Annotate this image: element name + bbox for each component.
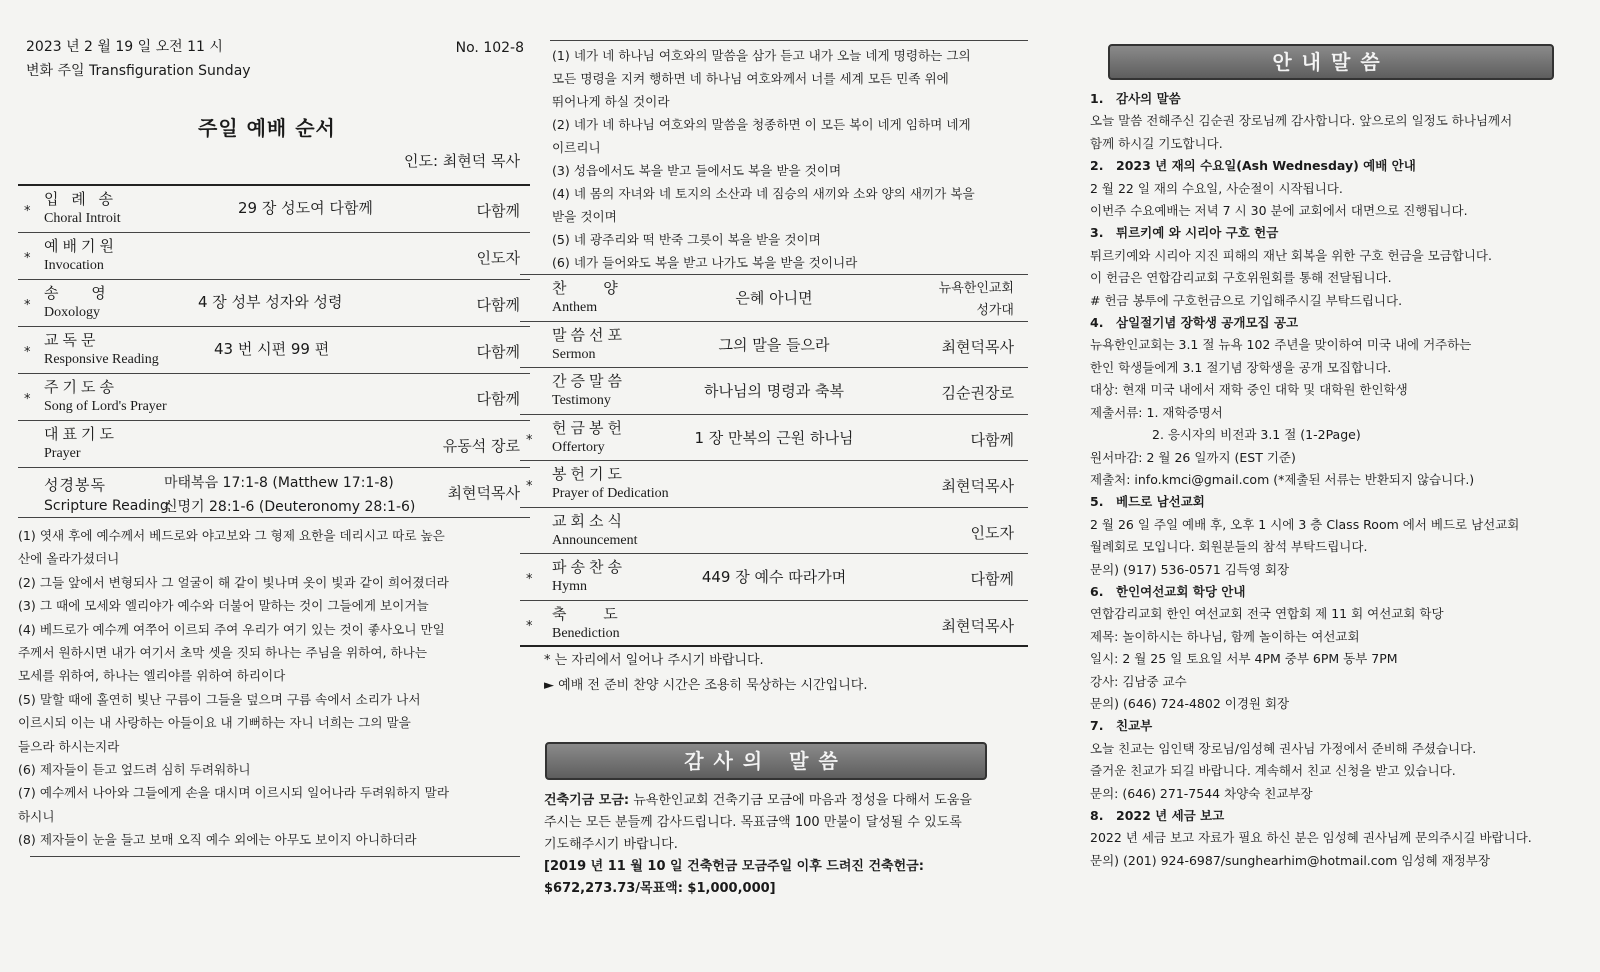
scripture-line: 받을 것이며 xyxy=(552,209,617,224)
thanks-line xyxy=(544,790,1014,812)
service-date: 2023 년 2 월 19 일 오전 11 시 xyxy=(26,39,223,55)
order-item-english: Offertory xyxy=(552,439,605,455)
order-item-detail: 43 번 시편 99 편 xyxy=(214,340,330,358)
announcement-line: 2. 응시자의 비전과 3.1 절 (1-2Page) xyxy=(1152,427,1361,443)
order-row xyxy=(18,421,530,468)
announcement-title: 튀르키예 와 시리아 구호 헌금 xyxy=(1116,225,1279,241)
scripture-line: (6) 네가 들어와도 복을 받고 나가도 복을 받을 것이니라 xyxy=(552,255,858,270)
scripture-line: 모든 명령을 지켜 행하면 네 하나님 여호와께서 너를 세계 모든 민족 위에 xyxy=(552,71,949,86)
announcement-line: 오늘 말씀 전해주신 김순권 장로님께 감사합니다. 앞으로의 일정도 하나님께서 xyxy=(1090,113,1513,129)
order-title: 주일 예배 순서 xyxy=(198,116,336,140)
announcement-line: 원서마감: 2 월 26 일까지 (EST 기준) xyxy=(1090,449,1296,465)
order-row xyxy=(18,327,530,374)
announcement-line: 2 월 26 일 주일 예배 후, 오후 1 시에 3 층 Class Room 에서 베드로 남선교회 xyxy=(1090,516,1520,532)
choir-church: 뉴욕한인교회 xyxy=(938,281,1014,296)
order-item-korean: 찬 양 xyxy=(552,279,634,297)
stand-marker: * xyxy=(526,479,533,494)
scripture-line: (5) 말할 때에 홀연히 빛난 구름이 그들을 덮으며 구름 속에서 소리가 나서 xyxy=(18,691,421,707)
order-item-leader: 유동석 장로 xyxy=(442,437,520,455)
announcement-heading xyxy=(1090,88,1580,110)
order-item-korean: 파송찬송 xyxy=(552,558,626,576)
order-item-english: Testimony xyxy=(552,393,611,408)
announcement-line: # 헌금 봉투에 구호헌금으로 기입해주시길 부탁드립니다. xyxy=(1090,292,1403,308)
stand-marker: * xyxy=(526,432,533,448)
announcements-banner: 안내말씀 xyxy=(1108,44,1554,80)
order-item-korean: 대표기도 xyxy=(44,425,118,443)
order-row xyxy=(520,461,1028,508)
announcement-title: 삼일절기념 장학생 공개모집 공고 xyxy=(1116,315,1299,331)
choir-name: 성가대 xyxy=(976,303,1014,318)
order-item-leader: 다함께 xyxy=(476,202,520,220)
announcement-line: 제목: 놀이하시는 하나님, 함께 놀이하는 여선교회 xyxy=(1090,628,1360,644)
thanks-line: 기도해주시기 바랍니다. xyxy=(544,837,678,852)
stand-marker: * xyxy=(24,298,31,313)
order-item-english: Scripture Reading xyxy=(44,498,169,514)
order-item-english: Prayer xyxy=(44,446,81,461)
thanks-line: 주시는 모든 분들께 감사드립니다. 목표금액 100 만불이 달성될 수 있도록 xyxy=(544,815,962,830)
order-item-korean: 간증말씀 xyxy=(552,372,626,390)
announcement-line: 문의) (917) 536-0571 김득영 회장 xyxy=(1090,561,1290,577)
order-item-korean: 봉헌기도 xyxy=(552,465,626,483)
service-leader: 인도: 최현덕 목사 xyxy=(403,152,520,170)
scripture-line: (1) 엿새 후에 예수께서 베드로와 야고보와 그 형제 요한을 데리시고 따로 높은 xyxy=(18,528,445,543)
order-item-english: Choral Introit xyxy=(44,211,121,226)
announcement-line: 뉴욕한인교회는 3.1 절 뉴욕 102 주년을 맞이하여 미국 내에 거주하는 xyxy=(1090,337,1472,353)
stand-marker: * xyxy=(24,204,31,219)
announcement-heading xyxy=(1090,491,1580,513)
announcement-heading xyxy=(1090,312,1580,334)
order-row xyxy=(520,415,1028,462)
announcement-title: 친교부 xyxy=(1116,718,1153,734)
order-item-english: Song of Lord's Prayer xyxy=(44,399,167,414)
order-item-korean: 송 영 xyxy=(44,284,120,302)
order-item-leader: 최현덕목사 xyxy=(447,484,520,502)
announcement-title: 2023 년 재의 수요일(Ash Wednesday) 예배 안내 xyxy=(1116,158,1416,174)
scripture-line: (5) 네 광주리와 떡 반죽 그릇이 복을 받을 것이며 xyxy=(552,232,821,247)
order-item-leader: 다함께 xyxy=(476,343,520,361)
announcement-number: 7. xyxy=(1090,718,1104,734)
order-item-korean: 교독문 xyxy=(44,331,100,349)
order-item-leader: 다함께 xyxy=(970,570,1014,588)
order-item-leader: 다함께 xyxy=(476,390,520,408)
announcement-title: 감사의 말씀 xyxy=(1116,91,1181,106)
stand-marker: * xyxy=(526,572,533,587)
order-item-detail: 449 장 예수 따라가며 xyxy=(701,568,847,586)
order-item-korean: 교회소식 xyxy=(552,511,626,530)
scripture-line: 뛰어나게 하실 것이라 xyxy=(552,94,670,109)
announcement-line: 이번주 수요예배는 저녁 7 시 30 분에 교회에서 대면으로 진행됩니다. xyxy=(1090,203,1468,219)
service-subtitle: 변화 주일 Transfiguration Sunday xyxy=(26,63,251,79)
thanks-section xyxy=(544,790,1014,900)
order-item-leader: 최현덕목사 xyxy=(941,477,1014,495)
order-item-detail: 그의 말을 들으라 xyxy=(718,335,830,354)
order-item-korean: 축 도 xyxy=(552,604,634,623)
order-item-english: Announcement xyxy=(552,532,638,548)
order-item-detail: 1 장 만복의 근원 하나님 xyxy=(694,428,854,447)
scripture-line: (8) 제자들이 눈을 들고 보매 오직 예수 외에는 아무도 보이지 아니하더라 xyxy=(18,832,417,848)
announcement-line: 2 월 22 일 재의 수요일, 사순절이 시작됩니다. xyxy=(1090,180,1343,196)
order-table-2 xyxy=(520,274,1028,647)
scripture-line: (1) 네가 네 하나님 여호와의 말씀을 삼가 듣고 내가 오늘 네게 명령하는 그의 xyxy=(552,48,971,63)
scripture-line: 주께서 원하시면 내가 여기서 초막 셋을 짓되 하나는 주님을 위하여, 하나는 xyxy=(18,645,428,661)
announcement-line: 2022 년 세금 보고 자료가 필요 하신 분은 임성혜 권사님께 문의주시길 바랍니다. xyxy=(1090,830,1532,846)
scripture-line: (7) 예수께서 나아와 그들에게 손을 대시며 이르시되 일어나라 두려워하지 말라 xyxy=(18,785,450,801)
bulletin-number: No. 102-8 xyxy=(455,40,524,56)
order-item-korean: 입 례 송 xyxy=(44,190,118,208)
announcement-title: 한인여선교회 학당 안내 xyxy=(1116,583,1246,599)
scripture-line: 하시니 xyxy=(18,808,55,824)
divider xyxy=(30,856,520,857)
announcement-number: 3. xyxy=(1090,225,1104,241)
announcement-number: 2. xyxy=(1090,158,1104,174)
scripture-reading-row xyxy=(18,468,530,518)
note-line: ► 예배 전 준비 찬양 시간은 조용히 묵상하는 시간입니다. xyxy=(544,678,868,693)
scripture-line: 산에 올라가셨더니 xyxy=(18,551,120,567)
announcement-line: 한인 학생들에게 3.1 절기념 장학생을 공개 모집합니다. xyxy=(1090,359,1392,375)
announcement-line: 일시: 2 월 25 일 토요일 서부 4PM 중부 6PM 동부 7PM xyxy=(1090,651,1398,667)
stand-marker: * xyxy=(24,392,31,407)
scripture-text-deuteronomy xyxy=(552,44,1028,274)
order-item-leader: 인도자 xyxy=(476,249,520,267)
announcement-line: 문의: (646) 271-7544 차양숙 친교부장 xyxy=(1090,785,1313,801)
announcement-heading xyxy=(1090,581,1580,603)
scripture-line: (6) 제자들이 듣고 엎드려 심히 두려워하니 xyxy=(18,762,251,778)
order-item-english: Anthem xyxy=(552,300,598,315)
announcement-title: 2022 년 세금 보고 xyxy=(1116,808,1225,823)
announcement-number: 6. xyxy=(1090,583,1104,599)
scripture-line: (4) 베드로가 예수께 여쭈어 이르되 주여 우리가 여기 있는 것이 좋사오니 만일 xyxy=(18,621,445,637)
announcement-list xyxy=(1090,88,1580,872)
order-item-leader: 인도자 xyxy=(970,523,1014,542)
order-item-english: Invocation xyxy=(44,258,104,273)
announcement-line: 제출처: info.kmci@gmail.com (*제출된 서류는 반환되지 않습니다.) xyxy=(1090,471,1475,487)
order-table-1 xyxy=(18,184,530,518)
note-line: * 는 자리에서 일어나 주시기 바랍니다. xyxy=(544,653,764,668)
scripture-text-matthew xyxy=(18,524,518,852)
announcement-line: 문의) (201) 924-6987/sunghearhim@hotmail.com 임성혜 재정부장 xyxy=(1090,852,1490,868)
scripture-line: 이르리니 xyxy=(552,140,601,155)
order-item-leader: 김순권장로 xyxy=(941,384,1014,402)
order-item-english: Sermon xyxy=(552,346,596,362)
order-row xyxy=(520,275,1028,322)
announcement-heading xyxy=(1090,805,1580,827)
thanks-lead: 건축기금 모금: xyxy=(544,793,630,808)
announcement-heading xyxy=(1090,222,1580,244)
stand-marker: * xyxy=(24,345,31,360)
order-item-english: Responsive Reading xyxy=(44,352,159,367)
order-item-korean: 성경봉독 xyxy=(44,476,106,494)
order-row xyxy=(520,554,1028,601)
announcement-line: 연합감리교회 한인 여선교회 전국 연합회 제 11 회 여선교회 학당 xyxy=(1090,606,1444,622)
scripture-line: (3) 그 때에 모세와 엘리야가 예수와 더불어 말하는 것이 그들에게 보이거늘 xyxy=(18,598,429,614)
announcement-number: 4. xyxy=(1090,315,1104,331)
order-item-leader: 최현덕목사 xyxy=(941,337,1014,356)
order-item-leader: 다함께 xyxy=(476,296,520,314)
order-item-english: Hymn xyxy=(552,579,587,594)
order-item-detail: 4 장 성부 성자와 성령 xyxy=(198,293,343,311)
order-row xyxy=(520,322,1028,369)
order-row xyxy=(520,368,1028,415)
thanks-total-line: [2019 년 11 월 10 일 건축헌금 모금주일 이후 드려진 건축헌금: xyxy=(544,859,924,874)
order-row xyxy=(18,280,530,327)
announcement-line: 즐거운 친교가 되길 바랍니다. 계속해서 친교 신청을 받고 있습니다. xyxy=(1090,763,1456,779)
order-item-detail: 29 장 성도여 다함께 xyxy=(238,199,373,217)
order-item-detail: 은혜 아니면 xyxy=(735,289,813,307)
thanks-banner: 감사의 말씀 xyxy=(545,742,987,780)
scripture-line: (4) 네 몸의 자녀와 네 토지의 소산과 네 짐승의 새끼와 소와 양의 새끼가 복을 xyxy=(552,186,975,201)
stand-marker: * xyxy=(526,618,533,634)
announcement-line: 대상: 현재 미국 내에서 재학 중인 대학 및 대학원 한인학생 xyxy=(1090,382,1408,398)
scripture-ref-matthew: 마태복음 17:1-8 (Matthew 17:1-8) xyxy=(164,475,394,491)
announcement-title: 베드로 남선교회 xyxy=(1116,494,1205,510)
order-row xyxy=(18,374,530,421)
announcement-line: 함께 하시길 기도합니다. xyxy=(1090,135,1223,151)
divider xyxy=(550,40,1028,41)
order-item-english: Prayer of Dedication xyxy=(552,486,669,501)
announcement-number: 8. xyxy=(1090,808,1104,823)
announcement-line: 제출서류: 1. 재학증명서 xyxy=(1090,404,1223,420)
order-item-detail: 하나님의 명령과 축복 xyxy=(704,382,844,400)
stand-marker: * xyxy=(24,251,31,266)
order-item-korean: 말씀선포 xyxy=(552,325,626,344)
order-item-english: Benediction xyxy=(552,625,620,641)
service-notes xyxy=(544,648,867,698)
order-row xyxy=(520,601,1028,648)
thanks-text: 뉴욕한인교회 건축기금 모금에 마음과 정성을 다해서 도움을 xyxy=(629,793,972,808)
scripture-line: 이르시되 이는 내 사랑하는 아들이요 내 기뻐하는 자니 너희는 그의 말을 xyxy=(18,715,411,731)
scripture-line: 들으라 하시는지라 xyxy=(18,738,120,754)
order-item-korean: 예배기원 xyxy=(44,237,118,255)
announcement-line: 오늘 친교는 임인택 장로님/임성혜 권사님 가정에서 준비해 주셨습니다. xyxy=(1090,740,1477,756)
announcement-number: 5. xyxy=(1090,494,1104,510)
order-item-korean: 헌금봉헌 xyxy=(552,418,626,437)
announcement-heading xyxy=(1090,715,1580,737)
order-item-korean: 주기도송 xyxy=(44,378,118,396)
order-item-english: Doxology xyxy=(44,305,100,320)
thanks-total-line: $672,273.73/목표액: $1,000,000] xyxy=(544,881,776,896)
announcement-line: 이 헌금은 연합감리교회 구호위원회를 통해 전달됩니다. xyxy=(1090,270,1392,286)
announcement-line: 강사: 김남중 교수 xyxy=(1090,673,1187,689)
announcement-line: 월례회로 모입니다. 회원분들의 참석 부탁드립니다. xyxy=(1090,539,1368,555)
scripture-line: (3) 성읍에서도 복을 받고 들에서도 복을 받을 것이며 xyxy=(552,163,842,178)
order-row xyxy=(18,233,530,280)
announcement-heading xyxy=(1090,155,1580,177)
announcement-line: 문의) (646) 724-4802 이경원 회장 xyxy=(1090,695,1290,711)
order-item-leader: 다함께 xyxy=(970,430,1014,449)
scripture-line: (2) 그들 앞에서 변형되사 그 얼굴이 해 같이 빛나며 옷이 빛과 같이 희어졌더라 xyxy=(18,574,449,590)
order-row xyxy=(520,508,1028,555)
scripture-line: 모세를 위하여, 하나는 엘리야를 위하여 하리이다 xyxy=(18,668,286,684)
announcement-line: 튀르키예와 시리아 지진 피해의 재난 회복을 위한 구호 헌금을 모금합니다. xyxy=(1090,247,1492,263)
order-item-leader: 최현덕목사 xyxy=(941,616,1014,635)
scripture-ref-deuteronomy: 신명기 28:1-6 (Deuteronomy 28:1-6) xyxy=(164,499,416,515)
announcement-number: 1. xyxy=(1090,91,1104,106)
order-row xyxy=(18,186,530,233)
scripture-line: (2) 네가 네 하나님 여호와의 말씀을 청종하면 이 모든 복이 네게 임하며 네게 xyxy=(552,117,971,132)
order-item-leader xyxy=(939,278,1014,322)
